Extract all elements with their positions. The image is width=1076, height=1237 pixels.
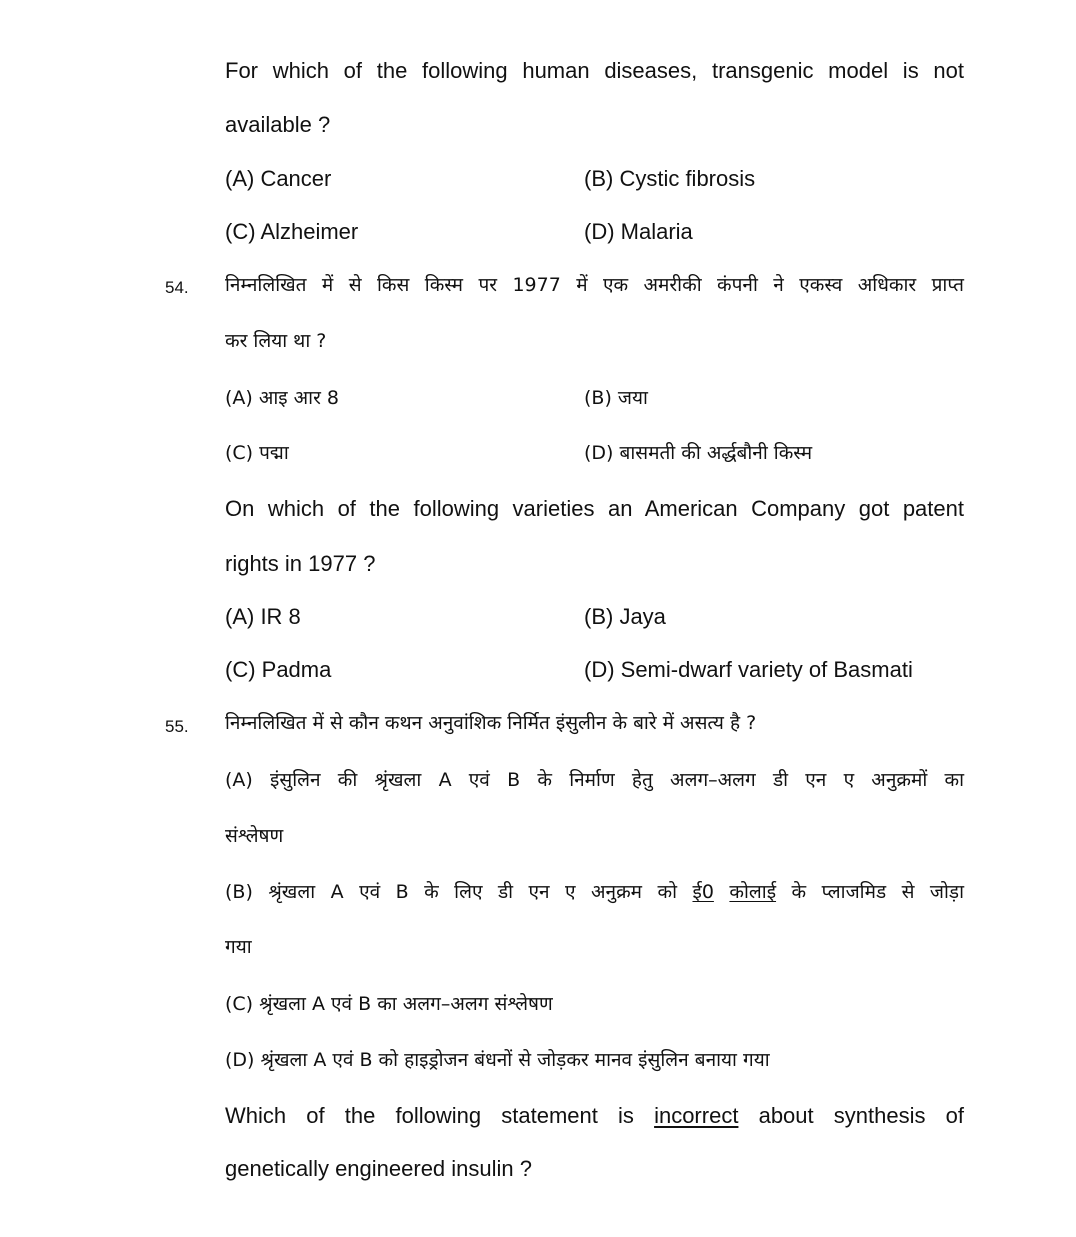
q54-hindi-line1: निम्नलिखित में से किस किस्म पर 1977 में एक अमरीकी कंपनी ने एकस्व अधिकार प्राप्त <box>225 274 964 296</box>
q54-hindi-option-c: (C) पद्मा <box>225 442 289 464</box>
q55-hindi-option-b-line2: गया <box>225 936 252 958</box>
q55-underlined-incorrect: incorrect <box>654 1103 739 1128</box>
q55-hindi-line1: निम्नलिखित में से कौन कथन अनुवांशिक निर्मित इंसुलीन के बारे में असत्य है ? <box>225 712 757 734</box>
q55-underlined-e: ई0 <box>692 881 714 903</box>
q55-hindi-option-c: (C) श्रृंखला A एवं B का अलग–अलग संश्लेषण <box>225 993 553 1015</box>
q54-text-line1: On which of the following varieties an American Company got patent <box>225 496 964 521</box>
q55-text-start: Which of the following statement is <box>225 1103 655 1128</box>
q54-option-c: (C) Padma <box>225 657 332 682</box>
q55-hindi-option-b-text-end: के प्लाजमिड से जोड़ा <box>776 881 965 903</box>
q54-option-a: (A) IR 8 <box>225 604 301 629</box>
q55-number: 55. <box>165 717 189 736</box>
q54-hindi-line2: कर लिया था ? <box>225 330 327 352</box>
q55-hindi-option-a-line1: (A) इंसुलिन की श्रृंखला A एवं B के निर्माण हेतु अलग–अलग डी एन ए अनुक्रमों का <box>225 769 964 791</box>
q55-hindi-option-b-line1 <box>225 877 964 907</box>
q53-option-a: (A) Cancer <box>225 166 332 191</box>
q54-hindi-option-b: (B) जया <box>584 387 648 409</box>
q53-option-c: (C) Alzheimer <box>225 219 359 244</box>
q54-option-b: (B) Jaya <box>584 604 666 629</box>
q53-option-d: (D) Malaria <box>584 219 693 244</box>
q55-text-line2: genetically engineered insulin ? <box>225 1156 532 1181</box>
q55-hindi-option-a-line2: संश्लेषण <box>225 825 284 847</box>
q55-hindi-option-d: (D) श्रृंखला A एवं B को हाइड्रोजन बंधनों से जोड़कर मानव इंसुलिन बनाया गया <box>225 1049 770 1071</box>
q55-text-line1 <box>225 1101 964 1131</box>
q55-underlined-coli: कोलाई <box>729 881 777 903</box>
q54-text-line2: rights in 1977 ? <box>225 551 376 576</box>
q53-option-b: (B) Cystic fibrosis <box>584 166 756 191</box>
q55-text-end: about synthesis of <box>738 1103 965 1128</box>
q53-text-line2: available ? <box>225 112 331 137</box>
q54-number: 54. <box>165 278 189 297</box>
q55-hindi-option-b-space <box>714 881 729 903</box>
q54-hindi-option-a: (A) आइ आर 8 <box>225 387 339 409</box>
q55-hindi-option-b-text: (B) श्रृंखला A एवं B के लिए डी एन ए अनुक्रम को <box>225 881 693 903</box>
q54-option-d: (D) Semi-dwarf variety of Basmati <box>584 657 913 682</box>
q54-hindi-option-d: (D) बासमती की अर्द्धबौनी किस्म <box>584 442 813 464</box>
q53-text-line1: For which of the following human diseases, transgenic model is not <box>225 58 964 83</box>
